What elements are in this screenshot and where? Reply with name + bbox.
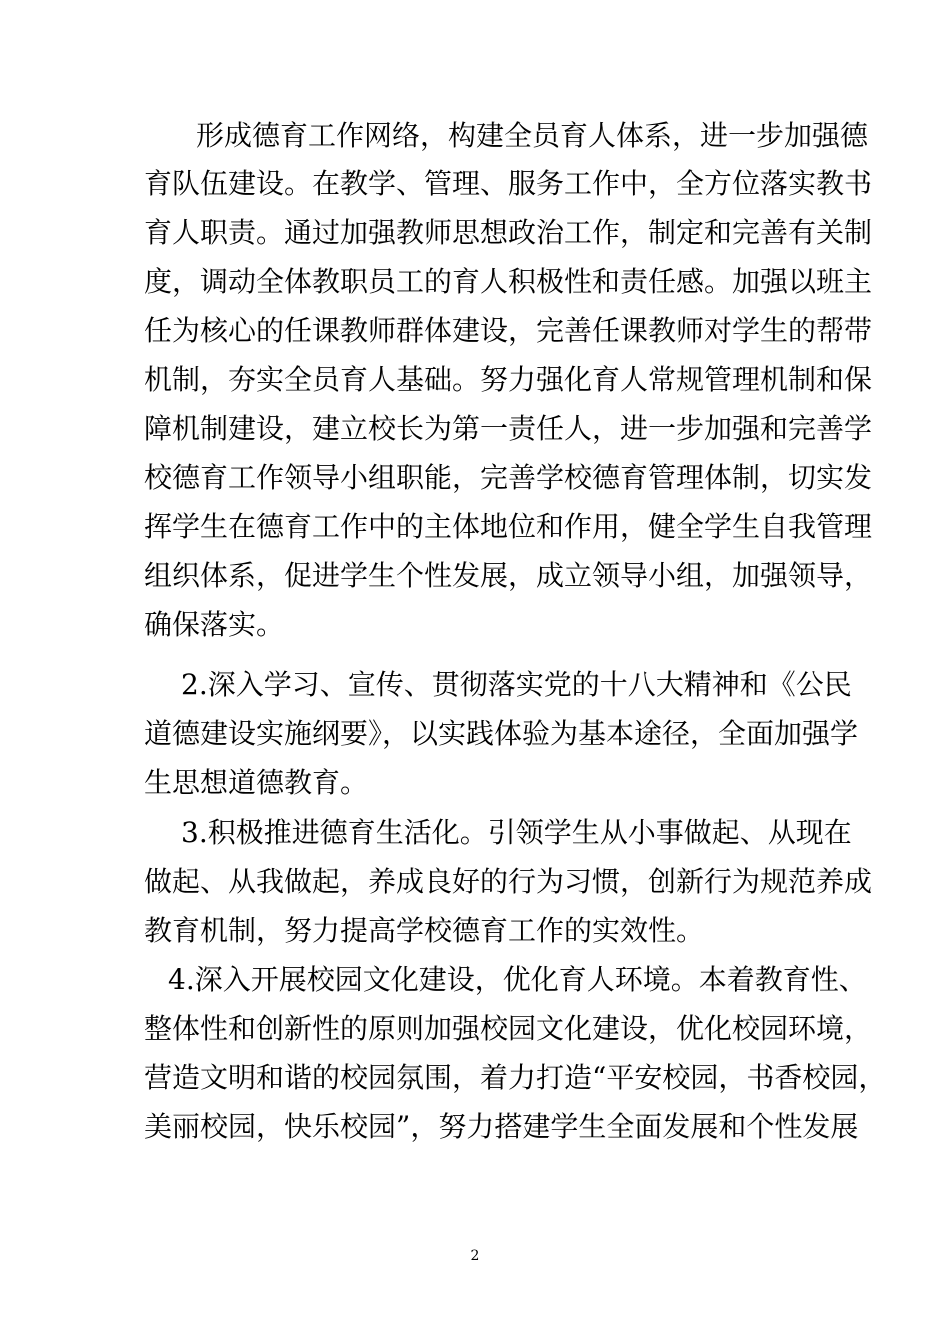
paragraph-line: 教育机制，努力提高学校德育工作的实效性。 [144,914,705,947]
paragraph-line: 度，调动全体教职员工的育人积极性和责任感。加强以班主 [144,265,873,298]
paragraph-line: 整体性和创新性的原则加强校园文化建设，优化校园环境， [144,1012,873,1045]
paragraph-line: 生思想道德教育。 [144,766,369,799]
paragraph-line: 育人职责。通过加强教师思想政治工作，制定和完善有关制 [144,216,873,249]
paragraph-line: 机制，夯实全员育人基础。努力强化育人常规管理机制和保 [144,363,873,396]
paragraph-line: 做起、从我做起，养成良好的行为习惯，创新行为规范养成 [144,865,873,898]
paragraph-line: 组织体系，促进学生个性发展，成立领导小组，加强领导， [144,559,873,592]
paragraph-line: 形成德育工作网络，构建全员育人体系，进一步加强德 [196,119,869,152]
paragraph-line: 确保落实。 [144,608,285,641]
paragraph-line: 美丽校园，快乐校园”，努力搭建学生全面发展和个性发展 [144,1110,859,1143]
numbered-item-line: 4.深入开展校园文化建设，优化育人环境。本着教育性、 [168,963,867,996]
numbered-item-line: 2.深入学习、宣传、贯彻落实党的十八大精神和《公民 [181,668,852,701]
paragraph-line: 任为核心的任课教师群体建设，完善任课教师对学生的帮带 [144,314,873,347]
paragraph-line: 障机制建设，建立校长为第一责任人，进一步加强和完善学 [144,412,873,445]
numbered-item-line: 3.积极推进德育生活化。引领学生从小事做起、从现在 [181,816,852,849]
paragraph-line: 育队伍建设。在教学、管理、服务工作中，全方位落实教书 [144,167,873,200]
paragraph-line: 校德育工作领导小组职能，完善学校德育管理体制，切实发 [144,461,873,494]
paragraph-line: 营造文明和谐的校园氛围，着力打造“平安校园，书香校园， [144,1061,887,1094]
paragraph-line: 挥学生在德育工作中的主体地位和作用，健全学生自我管理 [144,510,873,543]
paragraph-line: 道德建设实施纲要》，以实践体验为基本途径，全面加强学 [144,717,859,750]
page-number: 2 [470,1248,480,1264]
